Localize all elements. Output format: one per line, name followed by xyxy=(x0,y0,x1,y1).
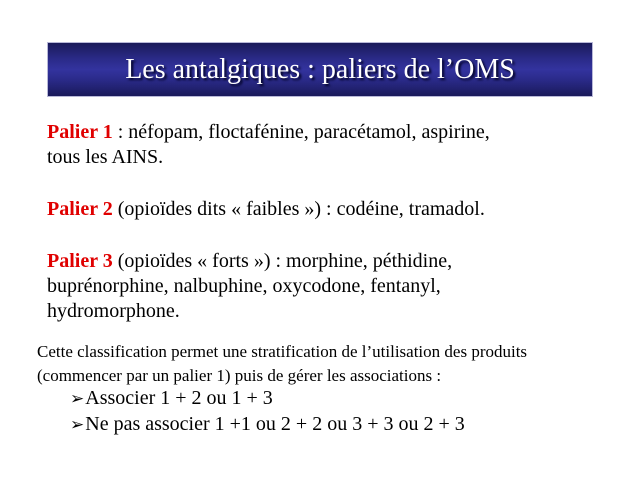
association-bullets xyxy=(70,386,465,438)
arrow-bullet-icon: ➢ xyxy=(70,389,85,409)
palier-2-line-1 xyxy=(47,197,607,222)
bullet-text: Associer 1 + 2 ou 1 + 3 xyxy=(85,387,273,409)
bullet-text: Ne pas associer 1 +1 ou 2 + 2 ou 3 + 3 ou 2 + 3 xyxy=(85,413,465,435)
bullet-item-ne-pas-associer xyxy=(70,412,465,438)
palier-1-text: : néfopam, floctafénine, paracétamol, aspirine, xyxy=(112,121,490,143)
palier-1-line-1 xyxy=(47,120,607,145)
palier-3-line-1 xyxy=(47,249,607,274)
palier-1-block xyxy=(47,120,607,170)
palier-2-block xyxy=(47,197,607,222)
palier-1-label: Palier 1 xyxy=(47,121,113,143)
palier-1-line-2: tous les AINS. xyxy=(47,146,164,168)
palier-3-block xyxy=(47,249,607,324)
slide-title: Les antalgiques : paliers de l’OMS xyxy=(125,53,515,85)
palier-2-label: Palier 2 xyxy=(47,198,113,220)
palier-3-line-3: hydromorphone. xyxy=(47,300,180,322)
note-line-2: (commencer par un palier 1) puis de gérer les associations : xyxy=(37,366,442,385)
palier-3-line-2: buprénorphine, nalbuphine, oxycodone, fentanyl, xyxy=(47,275,441,297)
arrow-bullet-icon: ➢ xyxy=(70,415,85,435)
palier-3-label: Palier 3 xyxy=(47,250,113,272)
note-line-1: Cette classification permet une stratification de l’utilisation des produits xyxy=(37,342,528,361)
palier-3-text: (opioïdes « forts ») : morphine, péthidine, xyxy=(112,250,453,272)
title-bar xyxy=(48,43,592,96)
palier-2-text: (opioïdes dits « faibles ») : codéine, tramadol. xyxy=(112,198,485,220)
bullet-item-associer xyxy=(70,386,465,412)
classification-note xyxy=(37,340,617,388)
